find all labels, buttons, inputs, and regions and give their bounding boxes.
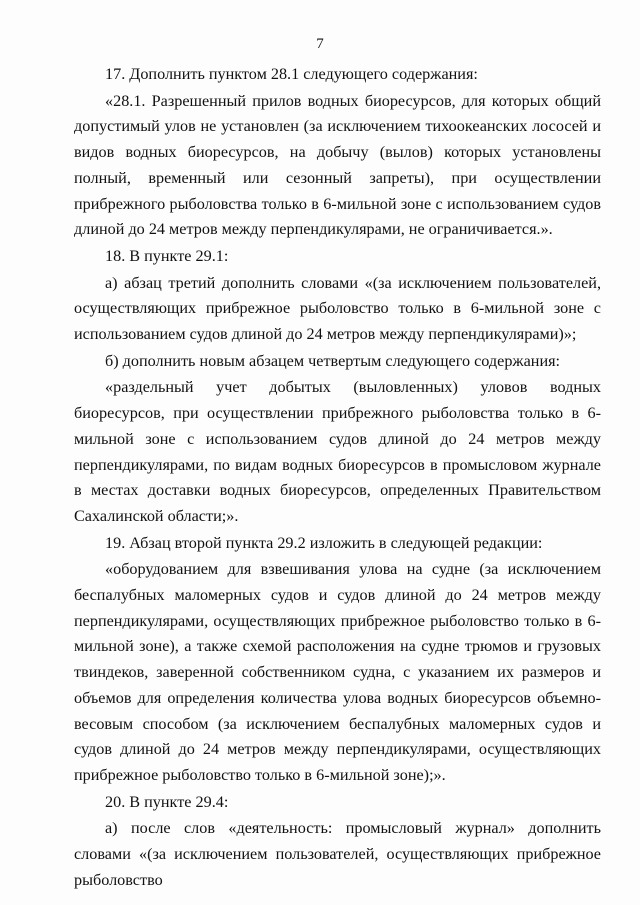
paragraph-subitem-a-20: а) после слов «деятельность: промысловый журнал» дополнить словами «(за исключением пользователей, осуществляющих прибрежное рыболовство: [74, 819, 601, 889]
paragraph-item-20-heading: 20. В пункте 29.4:: [105, 792, 229, 811]
document-body: [74, 62, 601, 894]
paragraph-quote-weighing-equipment: «оборудованием для взвешивания улова на судне (за исключением беспалубных маломерных судов и судов длиной до 24 метров между перпендикулярами, осуществляющих прибрежное рыболовство только в 6-мильной зоне), а также схемой расположения на судне трюмов и грузовых твиндеков, заверенной собственником судна, с указанием их размеров и объемов для определения количества улова водных биоресурсов объемно-весовым способом (за исключением беспалубных маломерных судов и судов длиной до 24 метров между перпендикулярами, осуществляющих прибрежное рыболовство только в 6-мильной зоне);».: [74, 560, 601, 784]
paragraph-subitem-b: б) дополнить новым абзацем четвертым следующего содержания:: [105, 351, 561, 370]
paragraph-subitem-a: а) абзац третий дополнить словами «(за исключением пользователей, осуществляющих прибрежное рыболовство только в 6-мильной зоне с использованием судов длиной до 24 метров между перпендикулярами)»;: [74, 273, 601, 344]
page-number: 7: [316, 36, 324, 52]
paragraph-item-18-heading: 18. В пункте 29.1:: [105, 246, 229, 265]
paragraph-quote-separate-accounting: «раздельный учет добытых (выловленных) уловов водных биоресурсов, при осуществлении прибрежного рыболовства только в 6-мильной зоне с использованием судов длиной до 24 метров между перпендикулярами, по видам водных биоресурсов в промысловом журнале в местах доставки водных биоресурсов, определенных Правительством Сахалинской области;».: [74, 378, 601, 525]
paragraph-item-19-heading: 19. Абзац второй пункта 29.2 изложить в следующей редакции:: [105, 533, 543, 552]
paragraph-item-17-heading: 17. Дополнить пунктом 28.1 следующего содержания:: [105, 65, 478, 83]
paragraph-quote-28-1: «28.1. Разрешенный прилов водных биоресурсов, для которых общий допустимый улов не установлен (за исключением тихоокеанских лососей и видов водных биоресурсов, на добычу (вылов) которых установлены полный, временный или сезонный запреты), при осуществлении прибрежного рыболовства только в 6-мильной зоне с использованием судов длиной до 24 метров между перпендикулярами, не ограничивается.».: [74, 91, 601, 239]
